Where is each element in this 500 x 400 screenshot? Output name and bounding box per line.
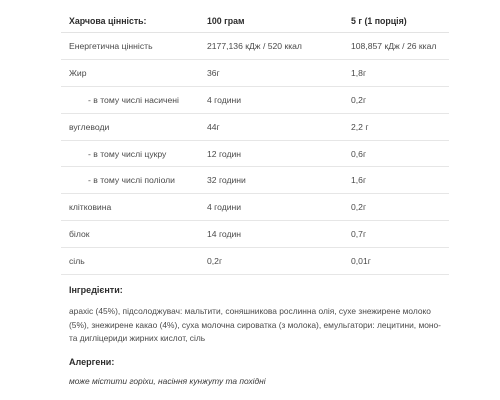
nutrient-per-100: 14 годин — [199, 221, 343, 248]
table-row — [61, 33, 449, 60]
table-row — [61, 221, 449, 248]
nutrient-name: - в тому числі цукру — [61, 140, 199, 167]
header-nutrition-value: Харчова цінність: — [61, 10, 199, 33]
nutrient-per-100: 12 годин — [199, 140, 343, 167]
nutrition-header-row — [61, 10, 449, 33]
nutrient-per-100: 4 години — [199, 194, 343, 221]
nutrient-per-100: 0,2г — [199, 248, 343, 275]
allergens-text: може містити горіхи, насіння кунжуту та похідні — [69, 375, 266, 386]
nutrient-name: вуглеводи — [61, 113, 199, 140]
table-row — [61, 140, 449, 167]
nutrient-name: клітковина — [61, 194, 199, 221]
ingredients-text: арахіс (45%), підсолоджувач: мальтити, соняшникова рослинна олія, сухе знежирене молоко (5%), знежирене какао (4%), суха молочна сироватка (з молока), емульгатори: лецитини, моно- та дигліцериди жирних кислот, сіль — [69, 306, 441, 343]
ingredients-section — [61, 285, 449, 386]
nutrition-table — [61, 10, 449, 275]
nutrient-per-portion: 0,6г — [343, 140, 449, 167]
allergens-heading: Алергени: — [69, 356, 115, 367]
nutrient-per-portion: 108,857 кДж / 26 ккал — [343, 33, 449, 60]
nutrient-per-portion: 0,7г — [343, 221, 449, 248]
ingredients-heading: Інгредієнти: — [69, 285, 123, 295]
nutrient-per-portion: 0,2г — [343, 194, 449, 221]
header-per-100g: 100 грам — [199, 10, 343, 33]
nutrient-per-portion: 0,01г — [343, 248, 449, 275]
table-row — [61, 86, 449, 113]
header-per-portion: 5 г (1 порція) — [343, 10, 449, 33]
nutrient-name: - в тому числі насичені — [61, 86, 199, 113]
nutrient-per-100: 4 години — [199, 86, 343, 113]
table-row — [61, 194, 449, 221]
table-row — [61, 248, 449, 275]
table-row — [61, 113, 449, 140]
table-row — [61, 167, 449, 194]
nutrition-rows — [61, 33, 449, 275]
nutrient-per-portion: 1,8г — [343, 59, 449, 86]
table-row — [61, 59, 449, 86]
nutrient-per-100: 44г — [199, 113, 343, 140]
nutrient-per-portion: 0,2г — [343, 86, 449, 113]
nutrient-name: - в тому числі поліоли — [61, 167, 199, 194]
nutrient-name: Жир — [61, 59, 199, 86]
nutrient-name: Енергетична цінність — [61, 33, 199, 60]
nutrient-per-100: 36г — [199, 59, 343, 86]
nutrient-name: білок — [61, 221, 199, 248]
nutrient-per-portion: 2,2 г — [343, 113, 449, 140]
nutrient-per-100: 2177,136 кДж / 520 ккал — [199, 33, 343, 60]
nutrient-per-100: 32 години — [199, 167, 343, 194]
nutrient-per-portion: 1,6г — [343, 167, 449, 194]
nutrient-name: сіль — [61, 248, 199, 275]
